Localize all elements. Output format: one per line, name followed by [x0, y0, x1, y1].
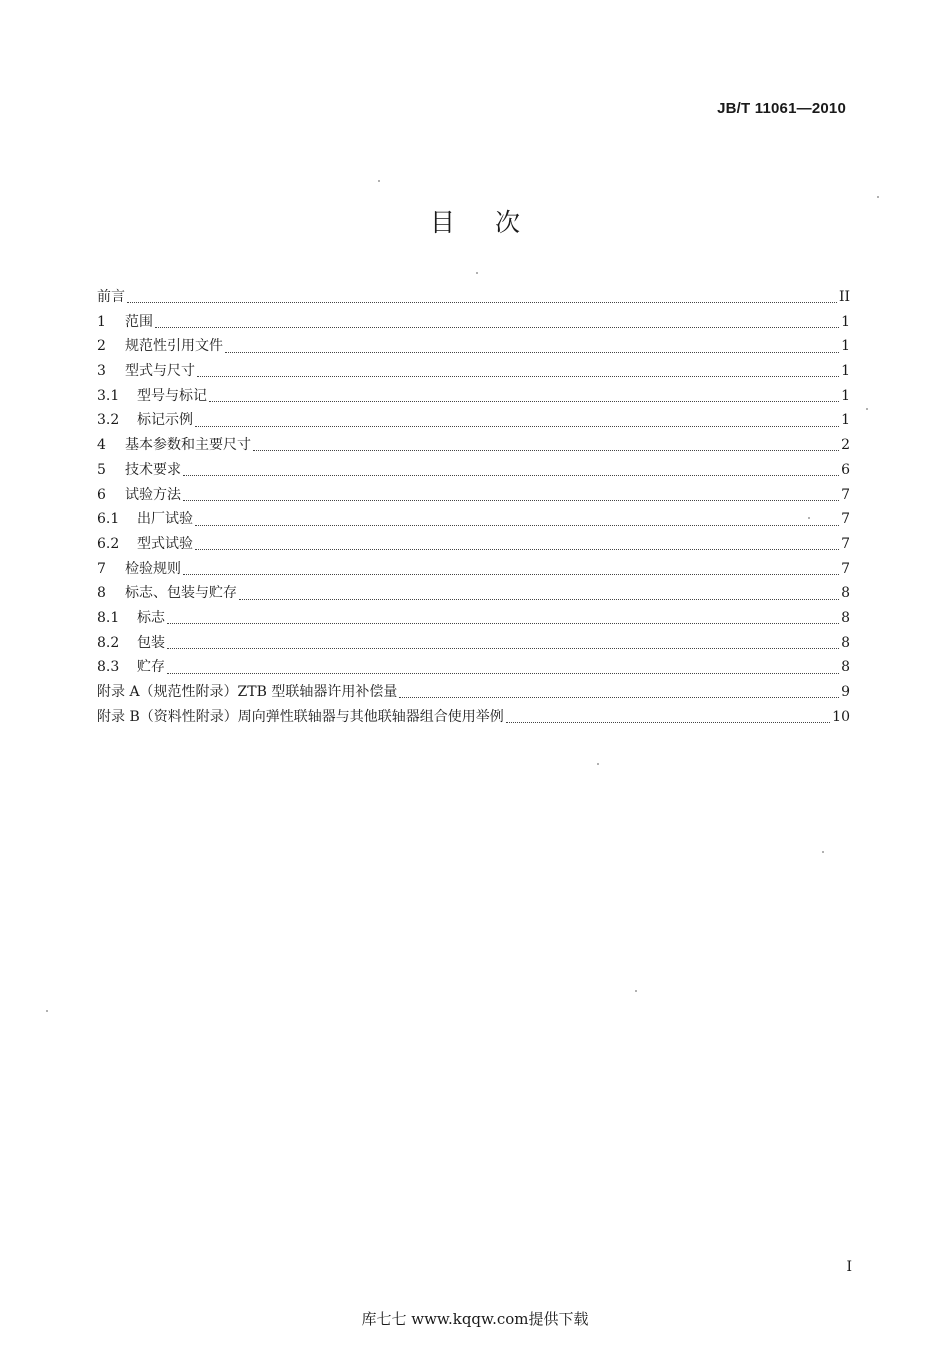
toc-entry-page: 1 — [841, 363, 850, 380]
toc-entry-label: 规范性引用文件 — [125, 338, 223, 355]
toc-entry — [97, 557, 850, 582]
toc-leader-dots — [195, 425, 839, 427]
toc-entry — [97, 334, 850, 359]
toc-entry-page: 8 — [841, 634, 850, 651]
toc-title: 目次 — [429, 208, 560, 237]
toc-entry-number: 5 — [97, 461, 106, 478]
toc-entry-number: 4 — [97, 437, 106, 454]
toc-entry-page: 7 — [841, 511, 850, 528]
toc-entry-label: 基本参数和主要尺寸 — [125, 437, 251, 454]
toc-entry — [97, 680, 850, 705]
toc-entry-number: 3.2 — [97, 412, 120, 429]
toc-entry-page: 8 — [841, 609, 850, 626]
toc-leader-dots — [239, 598, 839, 600]
toc-entry-page: 2 — [841, 437, 850, 454]
toc-leader-dots — [399, 696, 839, 698]
toc-leader-dots — [167, 647, 839, 649]
toc-entry-page: 6 — [841, 461, 850, 478]
toc-entry-label: 标志 — [137, 609, 165, 626]
toc-entry-label: 试验方法 — [125, 486, 181, 503]
toc-entry-label: 包装 — [137, 634, 165, 651]
toc-entry — [97, 384, 850, 409]
toc-entry — [97, 483, 850, 508]
toc-entry-label: 范围 — [125, 313, 153, 330]
scan-speck — [378, 180, 380, 182]
toc-entry — [97, 705, 850, 730]
toc-entry-number: 3 — [97, 363, 106, 380]
toc-entry — [97, 631, 850, 656]
toc-leader-dots — [197, 375, 839, 377]
toc-entry-number: 6.1 — [97, 511, 120, 528]
toc-entry — [97, 532, 850, 557]
toc-entry-number: 8.2 — [97, 634, 120, 651]
toc-entry — [97, 458, 850, 483]
toc-leader-dots — [195, 524, 839, 526]
scan-speck — [877, 196, 879, 198]
toc-entry — [97, 581, 850, 606]
toc-entry-number: 7 — [97, 560, 106, 577]
footer-watermark: 库七七 www.kqqw.com提供下载 — [361, 1310, 589, 1328]
scan-speck — [597, 763, 599, 765]
scan-speck — [476, 272, 478, 274]
toc-entry-label: 型式与尺寸 — [125, 363, 195, 380]
toc-entry-label: 前言 — [97, 289, 125, 305]
toc-entry-page: 1 — [841, 412, 850, 429]
scan-speck — [808, 517, 810, 519]
toc-entry-number: 3.1 — [97, 387, 120, 404]
toc-leader-dots — [155, 326, 839, 328]
toc-entry-page: 8 — [841, 585, 850, 602]
toc-entry — [97, 606, 850, 631]
toc-entry — [97, 310, 850, 335]
scan-speck — [866, 408, 868, 410]
toc-entry-label: 附录 A（规范性附录）ZTB 型联轴器许用补偿量 — [97, 684, 398, 700]
toc-entry-label: 型号与标记 — [137, 387, 207, 404]
toc-entry-label: 型式试验 — [137, 535, 193, 552]
toc-leader-dots — [183, 573, 839, 575]
toc-entry — [97, 655, 850, 680]
toc-entry-page: 7 — [841, 486, 850, 503]
toc-entry-page: 10 — [832, 708, 850, 725]
toc-entry-label: 出厂试验 — [137, 511, 193, 528]
toc-entry — [97, 433, 850, 458]
toc-entry-label: 标志、包装与贮存 — [125, 585, 237, 602]
toc-entry — [97, 359, 850, 384]
scan-speck — [46, 1010, 48, 1012]
toc-entry-page: II — [838, 289, 850, 305]
toc-leader-dots — [167, 672, 839, 674]
toc-entry-number: 6.2 — [97, 535, 120, 552]
toc-entry-page: 7 — [841, 535, 850, 552]
toc-leader-dots — [225, 351, 839, 353]
toc-entry-label: 附录 B（资料性附录）周向弹性联轴器与其他联轴器组合使用举例 — [97, 708, 504, 725]
toc-entry-label: 技术要求 — [125, 461, 181, 478]
toc-entry — [97, 507, 850, 532]
toc-leader-dots — [127, 301, 837, 303]
toc-entry — [97, 285, 850, 310]
standard-number: JB/T 11061—2010 — [717, 100, 846, 117]
toc-leader-dots — [209, 400, 839, 402]
toc-entry-label: 检验规则 — [125, 560, 181, 577]
toc-leader-dots — [167, 622, 839, 624]
toc-entry-page: 7 — [841, 560, 850, 577]
toc-entry-number: 8.3 — [97, 659, 120, 676]
toc-entry-page: 8 — [841, 659, 850, 676]
toc-entry-number: 6 — [97, 486, 106, 503]
toc-leader-dots — [183, 474, 839, 476]
toc-entry-page: 1 — [841, 387, 850, 404]
toc-leader-dots — [195, 548, 839, 550]
toc-entry — [97, 408, 850, 433]
toc-entry-page: 1 — [841, 338, 850, 355]
toc-leader-dots — [253, 449, 839, 451]
scan-speck — [635, 990, 637, 992]
page-number: I — [846, 1259, 852, 1275]
toc-entry-number: 8.1 — [97, 609, 120, 626]
toc-entry-number: 1 — [97, 313, 106, 330]
toc-entry-page: 1 — [841, 313, 850, 330]
toc-entry-number: 2 — [97, 338, 106, 355]
toc-leader-dots — [183, 499, 839, 501]
toc-entry-number: 8 — [97, 585, 106, 602]
toc-leader-dots — [506, 721, 830, 723]
toc-entry-label: 标记示例 — [137, 412, 193, 429]
toc-entry-label: 贮存 — [137, 659, 165, 676]
toc-entry-page: 9 — [841, 684, 850, 700]
scan-speck — [822, 851, 824, 853]
table-of-contents — [97, 285, 850, 729]
